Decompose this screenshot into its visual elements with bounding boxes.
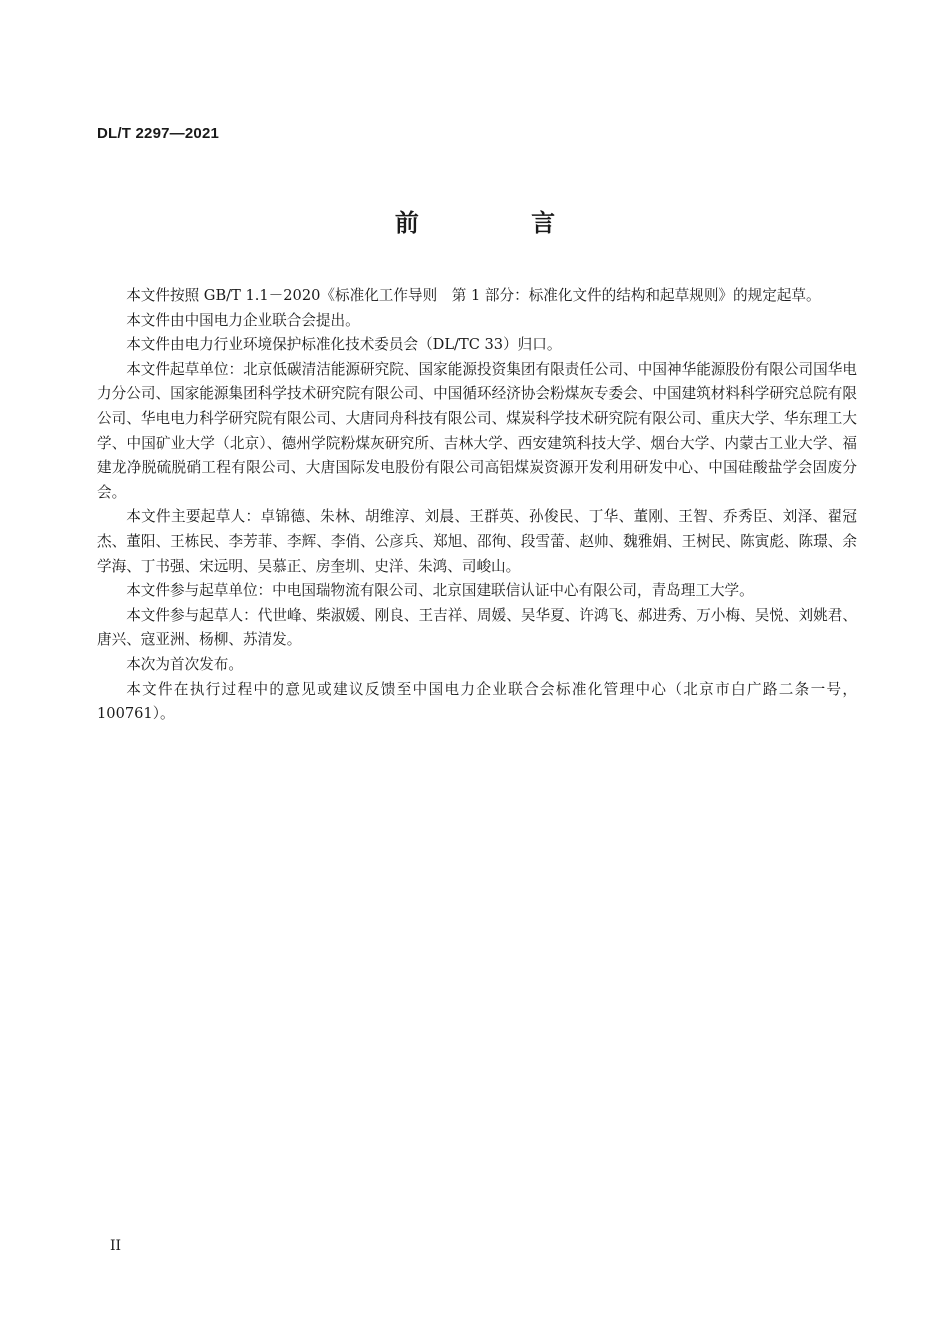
paragraph-drafting-rules: 本文件按照 GB/T 1.1－2020《标准化工作导则 第 1 部分：标准化文件的结构和起草规则》的规定起草。 <box>126 287 821 304</box>
paragraph-first-release: 本次为首次发布。 <box>126 655 243 673</box>
document-code: DL/T 2297—2021 <box>97 125 220 142</box>
preface-body <box>97 284 857 727</box>
page-number: II <box>110 1238 122 1254</box>
paragraph-participating-units: 本文件参与起草单位：中电国瑞物流有限公司、北京国建联信认证中心有限公司，青岛理工大学。 <box>126 582 754 600</box>
paragraph-feedback: 本文件在执行过程中的意见或建议反馈至中国电力企业联合会标准化管理中心（北京市白广路二条一号，100761）。 <box>97 680 857 723</box>
paragraph-main-drafters: 本文件主要起草人：卓锦德、朱林、胡维淳、刘晨、王群英、孙俊民、丁华、董刚、王智、乔秀臣、刘泽、翟冠杰、董阳、王栋民、李芳菲、李辉、李俏、公彦兵、郑旭、邵徇、段雪蕾、赵帅、魏雅娟、王树民、陈寅彪、陈璟、余学海、丁书强、宋远明、吴慕正、房奎圳、史洋、朱鸿、司峻山。 <box>97 508 857 575</box>
paragraph-committee: 本文件由电力行业环境保护标准化技术委员会（DL/TC 33）归口。 <box>126 336 562 354</box>
paragraph-drafting-units: 本文件起草单位：北京低碳清洁能源研究院、国家能源投资集团有限责任公司、中国神华能源股份有限公司国华电力分公司、国家能源集团科学技术研究院有限公司、中国循环经济协会粉煤灰专委会、中国建筑材料科学研究总院有限公司、华电电力科学研究院有限公司、大唐同舟科技有限公司、煤炭科学技术研究院有限公司、重庆大学、华东理工大学、中国矿业大学（北京）、德州学院粉煤灰研究所、吉林大学、西安建筑科技大学、烟台大学、内蒙古工业大学、福建龙净脱硫脱硝工程有限公司、大唐国际发电股份有限公司高铝煤炭资源开发利用研发中心、中国硅酸盐学会固废分会。 <box>97 360 857 501</box>
page-title: 前 言 <box>394 209 608 237</box>
paragraph-proposer: 本文件由中国电力企业联合会提出。 <box>126 311 360 329</box>
paragraph-participating-drafters: 本文件参与起草人：代世峰、柴淑媛、刚良、王吉祥、周媛、吴华夏、许鸿飞、郝进秀、万小梅、吴悦、刘姚君、唐兴、寇亚洲、杨柳、苏清发。 <box>97 606 857 649</box>
